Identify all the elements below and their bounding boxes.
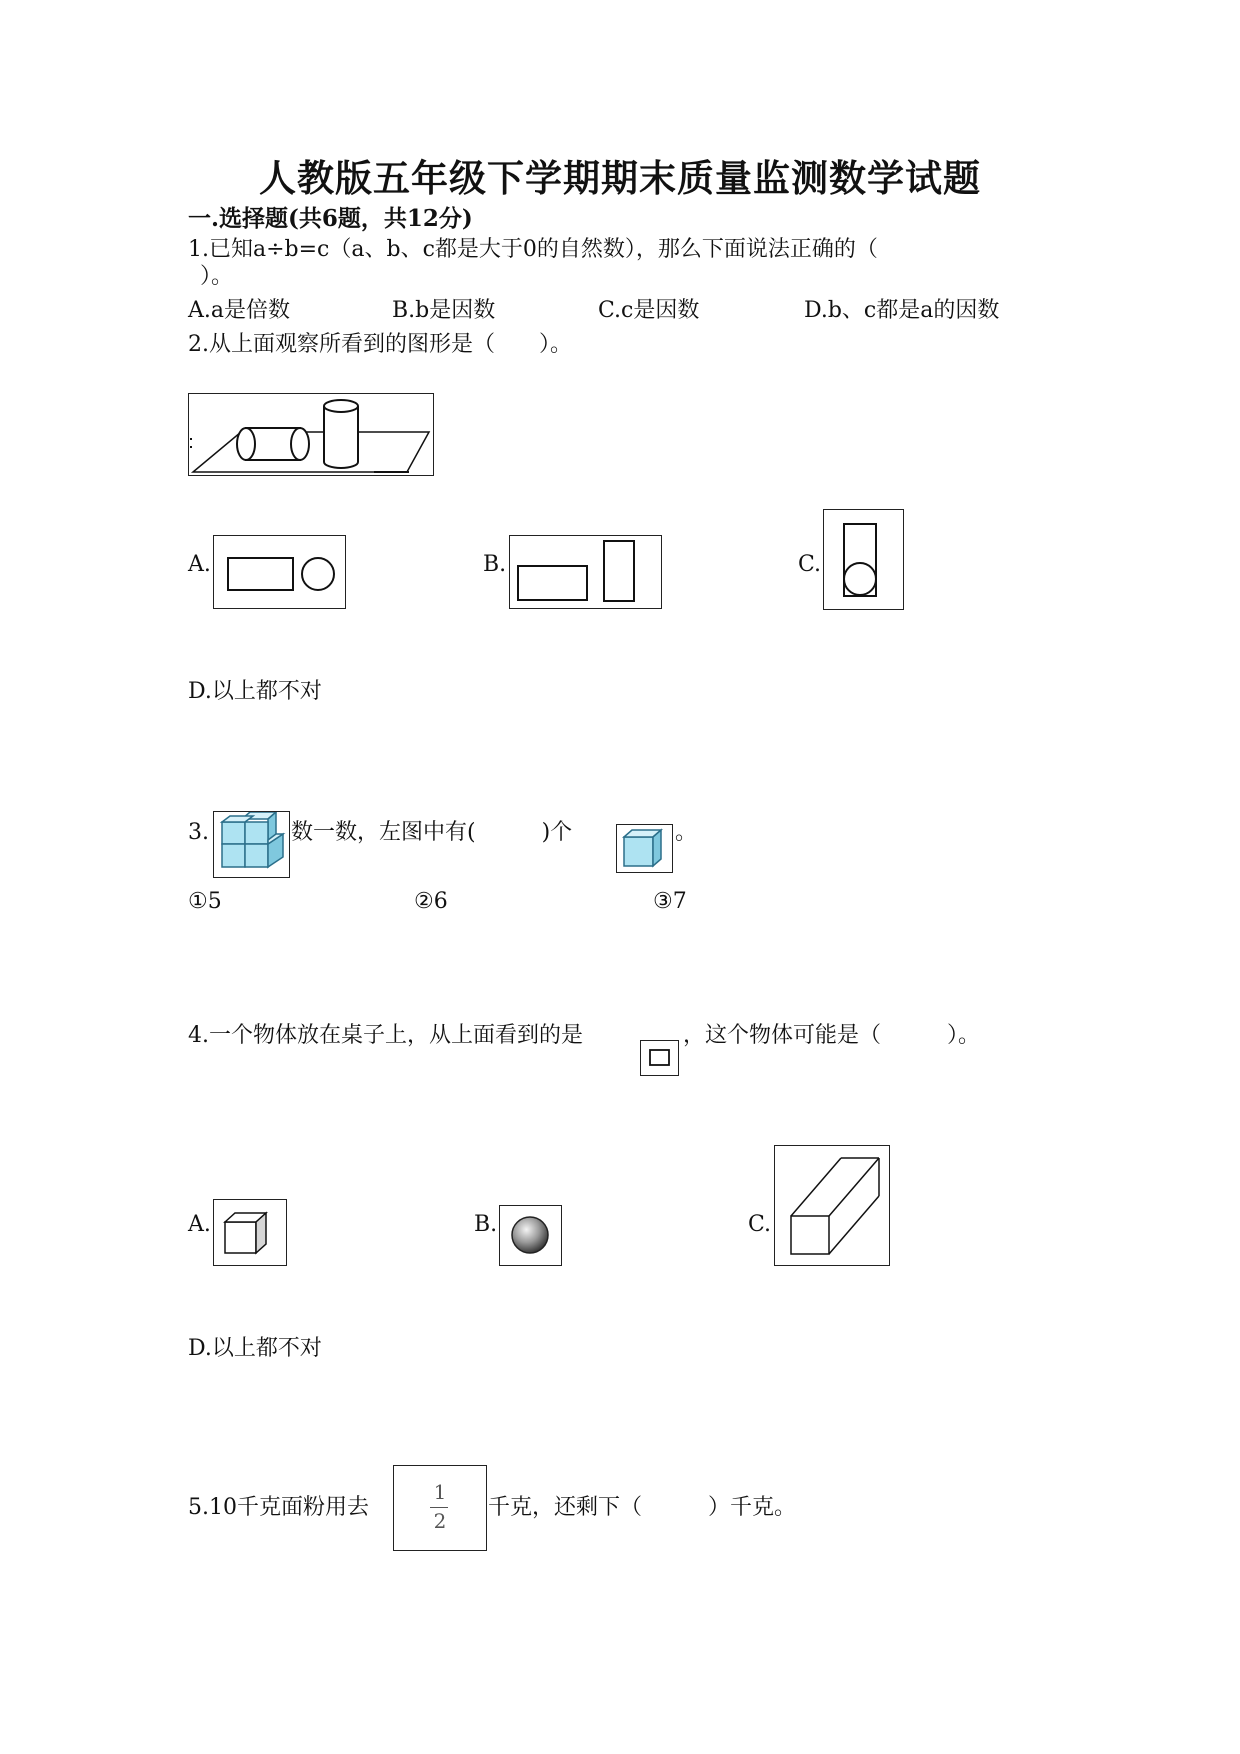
q4-option-a-cube-figure bbox=[213, 1199, 287, 1266]
section-heading: 一.选择题(共6题，共12分) bbox=[188, 205, 473, 232]
q4-option-b-sphere-figure bbox=[499, 1205, 562, 1266]
q4-stem-b: ，这个物体可能是（ ）。 bbox=[683, 1023, 981, 1048]
q2-scene-figure bbox=[188, 393, 434, 476]
q5-stem-b: 千克，还剩下（ ）千克。 bbox=[488, 1495, 797, 1520]
fraction-bar bbox=[430, 1507, 448, 1508]
q1-stem-line2: ）。 bbox=[200, 264, 234, 289]
q3-stem-end: 。 bbox=[675, 820, 698, 845]
q1-option-d: D.b、c都是a的因数 bbox=[804, 298, 1000, 323]
fraction-numerator: 1 bbox=[433, 1480, 447, 1504]
page-title: 人教版五年级下学期期末质量监测数学试题 bbox=[259, 156, 981, 200]
q3-stacked-cubes-figure bbox=[213, 811, 290, 878]
fraction-denominator: 2 bbox=[433, 1509, 447, 1533]
q3-single-cube-icon bbox=[616, 824, 673, 873]
q3-number: 3. bbox=[188, 820, 209, 845]
q3-choice-3: ③7 bbox=[653, 889, 687, 914]
q1-stem-line1: 1.已知a÷b=c（a、b、c都是大于0的自然数），那么下面说法正确的（ bbox=[188, 237, 878, 262]
q4-option-c-label: C. bbox=[748, 1212, 772, 1237]
q1-option-c: C.c是因数 bbox=[598, 298, 700, 323]
q4-top-view-square-icon bbox=[640, 1040, 679, 1076]
q4-option-b-label: B. bbox=[474, 1212, 498, 1237]
q3-stem: 数一数，左图中有( )个 bbox=[291, 820, 573, 845]
q3-choice-2: ②6 bbox=[414, 889, 448, 914]
q2-option-c-figure bbox=[823, 509, 904, 610]
q2-option-b-label: B. bbox=[483, 552, 507, 577]
q5-stem-a: 5.10千克面粉用去 bbox=[188, 1495, 369, 1520]
q2-option-d: D.以上都不对 bbox=[188, 679, 322, 704]
q2-stem: 2.从上面观察所看到的图形是（ ）。 bbox=[188, 332, 572, 357]
q2-option-b-figure bbox=[509, 535, 662, 609]
q3-choice-1: ①5 bbox=[188, 889, 222, 914]
q4-stem-a: 4.一个物体放在桌子上，从上面看到的是 bbox=[188, 1023, 583, 1048]
q2-option-a-label: A. bbox=[188, 552, 211, 577]
q4-option-c-prism-figure bbox=[774, 1145, 890, 1266]
q4-option-a-label: A. bbox=[188, 1212, 211, 1237]
q2-option-c-label: C. bbox=[798, 552, 822, 577]
q2-option-a-figure bbox=[213, 535, 346, 609]
q1-option-a: A.a是倍数 bbox=[188, 298, 290, 323]
q5-fraction-box bbox=[393, 1465, 487, 1551]
q4-option-d: D.以上都不对 bbox=[188, 1336, 322, 1361]
q1-option-b: B.b是因数 bbox=[392, 298, 496, 323]
